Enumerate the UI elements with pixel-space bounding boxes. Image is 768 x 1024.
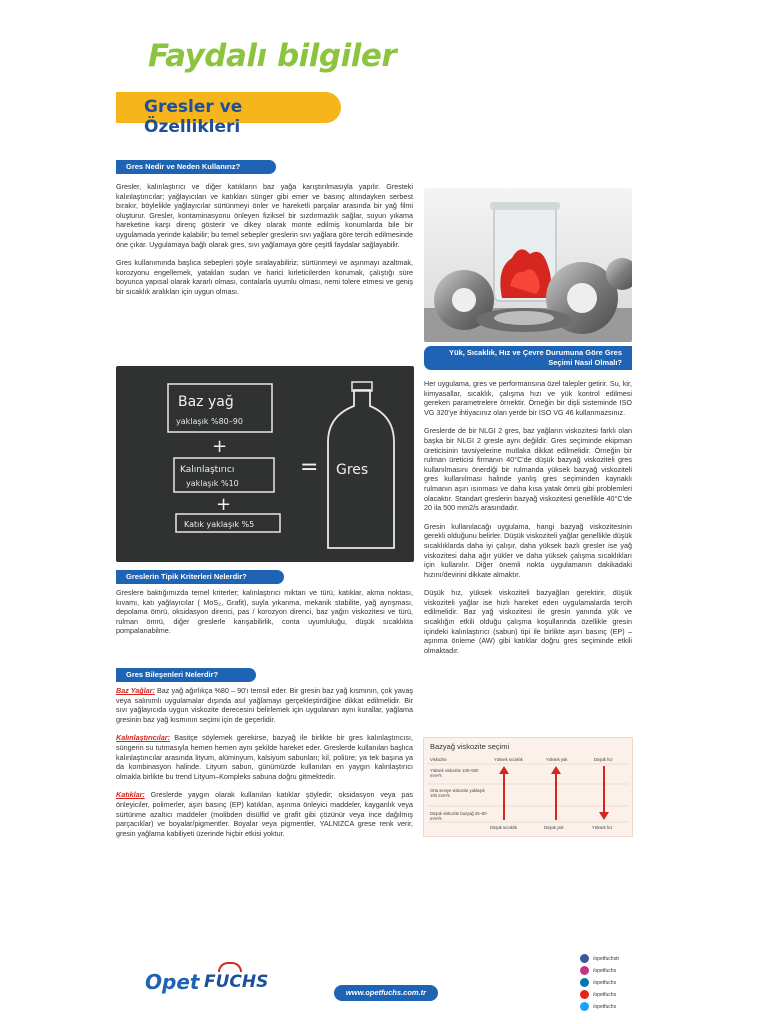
viscosity-col1-bottom: Düşük sıcaklık <box>490 825 517 830</box>
section-text-tipik-kriterler <box>116 588 413 645</box>
section-heading-gres-secimi: Yük, Sıcaklık, Hız ve Çevre Durumuna Göre Gres Seçimi Nasıl Olmalı? <box>424 346 632 370</box>
section-text-gres-nedir <box>116 182 413 306</box>
lead-katiklar: Katıklar: <box>116 790 145 800</box>
arrow-up-high-load-icon <box>551 766 561 820</box>
paragraph-katiklar <box>116 790 413 838</box>
paragraph: Gres kullanımında başlıca sebepleri şöyle sıralayabiliriz; sürtünmeyi ve aşınmayı azaltmak, korozyonu engellemek, yatakları sudan ve harici kirleticilerden korumak, çalıştığı süre boyunca yapısal olarak kararlı olması, contalarla uyumlu olması, nemi tolere etmesi ve geniş bir sıcaklık aralıkları için uygun olması. <box>116 258 413 296</box>
viscosity-row-mid: Orta seviye viskozite yaklaşık 100 mm²/s <box>430 788 485 798</box>
gears-photo <box>424 188 632 342</box>
paragraph-baz-yaglar <box>116 686 413 724</box>
social-twitter[interactable] <box>580 1002 660 1013</box>
paragraph: Her uygulama, gres ve performansına özel talepler getirir. Su, kir, kimyasallar, sıcaklık, çalışma hızı ve yük kontrol edilmesi gereken parametrelere örnektir. Örneğin bir dişli sisteminde ISO VG 320'ye ihtiyacınız olan yerde bir ISO VG 46 kullanmazsınız. <box>424 379 632 417</box>
subtitle-text: Gresler ve Özellikleri <box>144 97 243 137</box>
arrow-down-low-speed-icon <box>599 766 609 820</box>
viscosity-chart <box>423 737 633 837</box>
chalk-kal-sub: yaklaşık %10 <box>186 479 239 488</box>
chalkboard-diagram <box>116 366 414 562</box>
arrow-up-high-temp-icon <box>499 766 509 820</box>
viscosity-col3-bottom: Yüksek hız <box>592 825 613 830</box>
social-handle: /opetfuchs <box>593 980 617 986</box>
chalk-baz-title: Baz yağ <box>178 394 234 410</box>
viscosity-col2-bottom: Düşük yük <box>544 825 564 830</box>
linkedin-icon <box>580 978 589 987</box>
youtube-icon <box>580 990 589 999</box>
viscosity-row-low: Düşük viskozite bazyağ 25–80 mm²/s <box>430 811 487 821</box>
twitter-icon <box>580 1002 589 1011</box>
section-heading-bilesenler: Gres Bileşenleri Nelerdir? <box>116 668 256 682</box>
website-link[interactable]: www.opetfuchs.com.tr <box>334 985 438 1001</box>
fuchs-arc-icon <box>218 962 242 972</box>
subtitle-banner <box>116 92 341 137</box>
social-instagram[interactable] <box>580 966 660 977</box>
chalk-result: Gres <box>336 462 369 478</box>
viscosity-row-header: Viskozite <box>430 757 447 762</box>
viscosity-col2-top: Yüksek yük <box>546 757 568 762</box>
section-text-gres-secimi <box>424 379 632 664</box>
kalinlastiricilar-text: Basitçe söylemek gerekirse, bazyağ ile birlikte bir gres kalınlaştırıcısı, süngerin su tutmasıyla hemen hemen aynı şekilde hareket eder. Greslerde kullanılan başlıca kalınlaştırıcılar arasında lityum, alüminyum, kalsiyum sabunları; kil, poliüre; ya tek başına ya da kombinasyon halinde. Lityum sabun, günümüzde kullanılan en yaygın kalınlaştırıcı olmakla birlikte bu trend Lityum–Kompleks sabuna doğru gitmektedir. <box>116 733 413 781</box>
paragraph-kalinlastiricilar <box>116 733 413 781</box>
section-heading-tipik-kriterler: Greslerin Tipik Kriterleri Nelerdir? <box>116 570 284 584</box>
social-youtube[interactable] <box>580 990 660 1001</box>
viscosity-col3-top: Düşük hız <box>594 757 613 762</box>
viscosity-chart-title: Bazyağ viskozite seçimi <box>430 742 510 751</box>
baz-yaglar-text: Baz yağ ağırlıkça %80 – 90'ı temsil eder. Bir gresin baz yağ kısmının, çok yavaş veya salınımlı uygulamalar dışında asıl yağlamayı gerçekleştirdiğine dikkat edilmelidir. Bir sıvı yağlayıcıda uygun viskozite derecesini belirlemek için uygulanan aynı kurallar, yağlama gresinin baz yağ kısmının seçimi için de geçerlidir. <box>116 686 413 724</box>
page-title: Faydalı bilgiler <box>148 38 397 74</box>
section-text-bilesenler <box>116 686 413 847</box>
viscosity-col1-top: Yüksek sıcaklık <box>494 757 523 762</box>
paragraph: Düşük hız, yüksek viskoziteli bazyağları gerektirir, düşük viskoziteli yağlar ise hızlı hareket eden uygulamalarda tercih edilmelidir. Baz yağ viskozitesi ile gresin yanında yük ve sıcaklığın etkili olduğu çalışma koşullarında özellikle gresin içindeki kalınlaştırıcı (sabun) tipi ile birlikte aşırı basınç (EP) – aşınma önleme (AW) gibi katıklar doğru gres seçiminde etkili olmaktadır. <box>424 588 632 655</box>
chalk-equals: = <box>300 455 319 480</box>
social-handle: /opetfuchs <box>593 1004 617 1010</box>
chalk-baz-sub: yaklaşık %80–90 <box>176 417 243 426</box>
chalk-plus-2: + <box>216 494 232 515</box>
lead-baz-yaglar: Baz Yağlar: <box>116 686 155 695</box>
social-handle: /opetfuchs <box>593 968 617 974</box>
fuchs-logo: FUCHS <box>204 972 269 992</box>
viscosity-row-high: Yüksek viskozite 100–500 mm²/s <box>430 768 479 778</box>
paragraph: Gresler, kalınlaştırıcı ve diğer katıkların baz yağa karıştırılmasıyla yapılır. Gresteki kalınlaştırıcılar; yağlayıcıları ve katıkları sünger gibi emer ve basınç altındayken serbest bırakır, böylelikle yağlayıcılar sürtünmeyi önler ve hareketli parçalar arasında bir yağ filmi oluşturur. Gresler, kontaminasyonu önleyen fiziksel bir sızdırmazlık sağlar, suyun yıkama hareketine karşı direnç gösterir ve dikey olarak monte edilmiş konumlarda bile bir uygulamada yerinde kalabilir; bu temel sebepler greslerin sıvı yağlara göre tercih edilmesinde öne çıkar. Uygulamaya bağlı olarak gres, sıvı yağlamaya göre çeşitli faydalar sağlayabilir. <box>116 182 413 249</box>
section-heading-gres-nedir: Gres Nedir ve Neden Kullanırız? <box>116 160 276 174</box>
katiklar-text: Greslerde yaygın olarak kullanılan katıklar şöyledir; oksidasyon veya pas önleyiciler, polimerler, aşırı basınç (EP) katıkları, aşınma önleyici maddeler, kayganlık veya sürtünme azaltıcı maddeler (molibden disülfid ve grafit gibi çözünür veya ince dağılmış parçacıklar) ve boyalar/pigmentler. Boyalar veya pigmentler, YALNIZCA grese renk verir, gresin yağlama kabiliyeti üzerinde hiçbir etkisi yoktur. <box>116 790 413 838</box>
paragraph: Gresin kullanılacağı uygulama, hangi bazyağ viskozitesinin gerekli olduğunu belirler. Düşük viskoziteli yağlar genellikle düşük sıcaklıklarda daha iyi çalışır, daha yüksek bazlı gresler ise yağ viskozitesi daha ağır yükler ve daha yüksek çalışma sıcaklıkları için kullanılır. Diğer önemli nokta uygulamanın dakikadaki hızını/devirini dikkate almaktır. <box>424 521 632 579</box>
social-linkedin[interactable] <box>580 978 660 989</box>
social-handle: /opetfuchstr <box>593 956 620 962</box>
facebook-icon <box>580 954 589 963</box>
chalk-kat-title: Katık yaklaşık %5 <box>184 520 255 529</box>
lead-kalinlastiricilar: Kalınlaştırıcılar: <box>116 733 170 743</box>
chalk-kal-title: Kalınlaştırıcı <box>180 465 235 475</box>
social-facebook[interactable] <box>580 954 660 965</box>
paragraph: Greslerde de bir NLGI 2 gres, baz yağların viskozitesi farklı olan başka bir NLGI 2 gresle aynı değildir. Gres seçiminde ekipman üreticisinin tavsiyelerine mutlaka dikkat edilmelidir. Örneğin bir rulman üreticisi firmanın 40°C'de düşük bazyağ viskoziteli gres kullanılmasını önerdiği bir rulmanda yüksek bazyağ viskoziteli gres kullanılması halinde yanlış gres seçiminden kaynaklı rulmanın aşırı ısınması ve daha kısa yatak ömrü gibi problemleri olacaktır. Standart greslerin bazyağ viskozitesi genellikle 40°C'de 20 ila 500 mm2/s arasındadır. <box>424 426 632 513</box>
paragraph: Greslere baktığımızda temel kriterler; kalınlaştırıcı miktarı ve türü, katıklar, akma noktası, kıvamı, katı yağlayıcılar ( MoS₂, Grafit), suyla yıkanma, mekanik stabilite, yağ ayrışması, depolama ömrü, oksidasyon direnci, pas / korozyon direnci, baz yağın viskozitesi ve türü, rulman ömrü, diğer greslerle karışabilirlik, conta uyumluluğu, düşük sıcaklıkta pompalanabilme. <box>116 588 413 636</box>
opet-logo: Opet <box>145 970 200 994</box>
social-handle: /opetfuchs <box>593 992 617 998</box>
instagram-icon <box>580 966 589 975</box>
chalk-plus-1: + <box>212 436 228 457</box>
